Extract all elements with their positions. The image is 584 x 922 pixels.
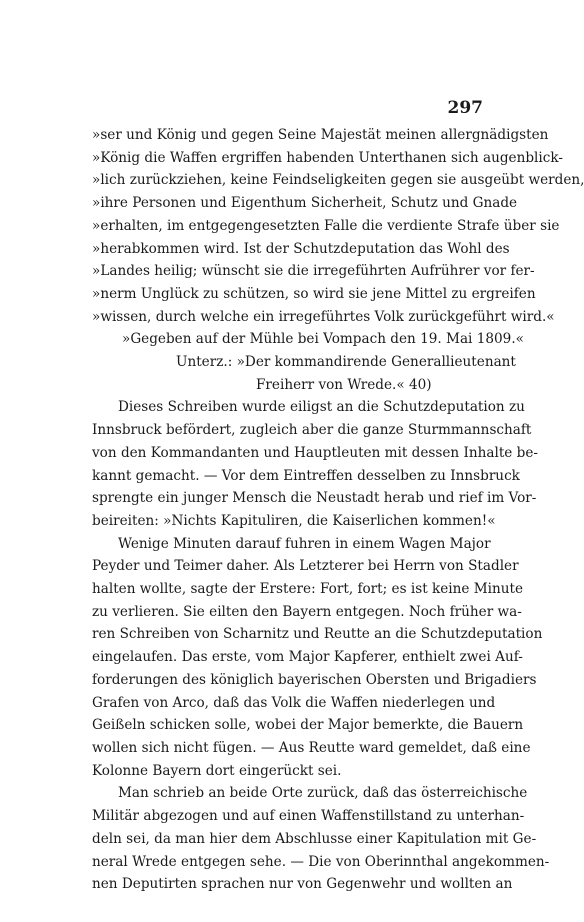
text-line: »Landes heilig; wünscht sie die irregeführten Aufrührer vor fer- <box>92 263 535 280</box>
text-line: »herabkommen wird. Ist der Schutzdeputation das Wohl des <box>92 240 510 257</box>
paragraph-start: Wenige Minuten darauf fuhren in einem Wagen Major <box>118 535 491 552</box>
page-number: 297 <box>447 98 483 118</box>
text-line: zu verlieren. Sie eilten den Bayern entgegen. Noch früher wa- <box>92 603 522 620</box>
signature-name: Freiherr von Wrede.« 40) <box>256 376 432 393</box>
text-line: »lich zurückziehen, keine Feindseligkeiten gegen sie ausgeübt werden, <box>92 172 584 189</box>
text-line: ren Schreiben von Scharnitz und Reutte an die Schutzdeputation <box>92 626 543 643</box>
body-text <box>92 124 584 896</box>
signature-line: Unterz.: »Der kommandirende Generallieutenant <box>176 354 516 371</box>
text-line: von den Kommandanten und Hauptleuten mit dessen Inhalte be- <box>92 444 539 461</box>
paragraph-start: Man schrieb an beide Orte zurück, daß das österreichische <box>118 785 528 802</box>
text-line: »erhalten, im entgegengesetzten Falle die verdiente Strafe über sie <box>92 217 560 234</box>
paragraph-start: Dieses Schreiben wurde eiligst an die Schutzdeputation zu <box>118 399 525 416</box>
text-line: Innsbruck befördert, zugleich aber die ganze Sturmmannschaft <box>92 422 532 439</box>
text-line: »ihre Personen und Eigenthum Sicherheit, Schutz und Gnade <box>92 195 518 212</box>
text-line: »wissen, durch welche ein irregeführtes Volk zurückgeführt wird.« <box>92 308 555 325</box>
text-line: »König die Waffen ergriffen habenden Unterthanen sich augenblick- <box>92 149 563 166</box>
text-line: Militär abgezogen und auf einen Waffenstillstand zu unterhan- <box>92 808 525 825</box>
text-line: halten wollte, sagte der Erstere: Fort, fort; es ist keine Minute <box>92 581 524 598</box>
text-line: Kolonne Bayern dort eingerückt sei. <box>92 762 342 779</box>
text-line: wollen sich nicht fügen. — Aus Reutte ward gemeldet, daß eine <box>92 739 531 756</box>
text-line: »ser und König und gegen Seine Majestät meinen allergnädigsten <box>92 127 549 143</box>
text-line: nen Deputirten sprachen nur von Gegenwehr und wollten an <box>92 876 513 893</box>
text-line: deln sei, da man hier dem Abschlusse einer Kapitulation mit Ge- <box>92 830 537 847</box>
text-line: Geißeln schicken solle, wobei der Major bemerkte, die Bauern <box>92 717 524 734</box>
date-line: »Gegeben auf der Mühle bei Vompach den 19. Mai 1809.« <box>122 331 524 348</box>
text-line: forderungen des königlich bayerischen Obersten und Brigadiers <box>92 671 537 688</box>
text-line: Grafen von Arco, daß das Volk die Waffen niederlegen und <box>92 694 496 711</box>
text-line: »nerm Unglück zu schützen, so wird sie jene Mittel zu ergreifen <box>92 285 536 302</box>
text-line: sprengte ein junger Mensch die Neustadt herab und rief im Vor- <box>92 490 537 507</box>
text-line: kannt gemacht. — Vor dem Eintreffen desselben zu Innsbruck <box>92 467 520 484</box>
text-line: eingelaufen. Das erste, vom Major Kapferer, enthielt zwei Auf- <box>92 649 523 666</box>
text-line: Peyder und Teimer daher. Als Letzterer bei Herrn von Stadler <box>92 558 519 575</box>
text-line: neral Wrede entgegen sehe. — Die von Oberinnthal angekommen- <box>92 853 550 870</box>
text-line: beireiten: »Nichts Kapituliren, die Kaiserlichen kommen!« <box>92 512 496 529</box>
